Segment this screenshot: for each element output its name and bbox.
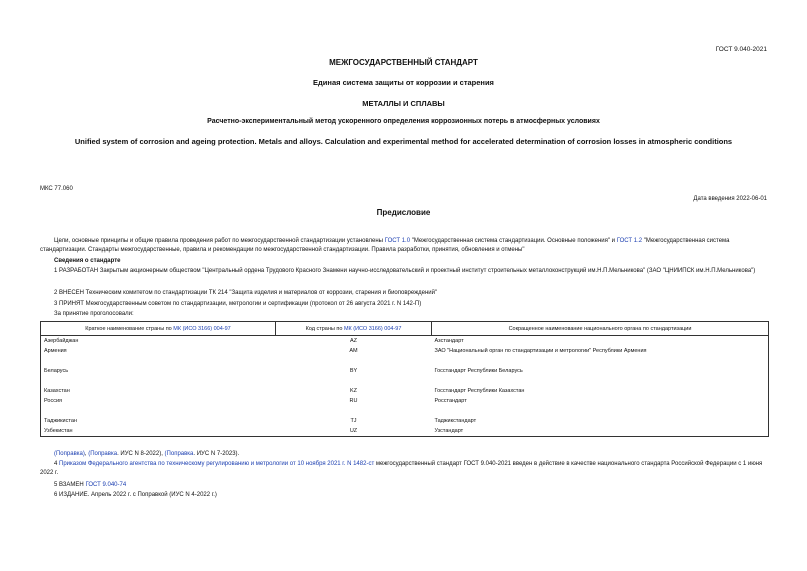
country-cell: Таджикистан <box>41 416 276 426</box>
link-amendment[interactable]: (Поправка <box>88 451 118 457</box>
country-cell: Беларусь <box>41 366 276 376</box>
body-cell: Узстандарт <box>432 426 769 437</box>
country-cell <box>41 376 276 386</box>
table-row <box>41 416 769 426</box>
country-cell: Азербайджан <box>41 336 276 347</box>
title-russian: Расчетно-экспериментальный метод ускоренного определения коррозионных потерь в атмосферных условиях <box>207 118 600 125</box>
link-gost-9-040-74[interactable]: ГОСТ 9.040-74 <box>85 482 127 488</box>
code-cell: AZ <box>349 338 358 344</box>
standard-system: Единая система защиты от коррозии и старения <box>313 78 494 87</box>
link-mk-iso-3166[interactable]: МК (ИСО 3166) 004-97 <box>343 325 402 332</box>
column-header-country: Краткое наименование страны по МК (ИСО 3166) 004-97 <box>41 322 276 336</box>
preface-heading: Предисловие <box>376 208 431 217</box>
link-amendment[interactable]: (Поправка) <box>54 451 85 457</box>
standard-info-heading: Сведения о стандарте <box>54 258 121 264</box>
link-gost-1-2[interactable]: ГОСТ 1.2 <box>616 238 643 244</box>
voted-label: За принятие проголосовали: <box>54 311 134 317</box>
title-english: Unified system of corrosion and ageing protection. Metals and alloys. Calculation and experimental method for accelerated determination of corrosion losses in atmospheric conditions <box>74 137 733 146</box>
item-adopted: 3 ПРИНЯТ Межгосударственным советом по стандартизации, метрологии и сертификации (протокол от 26 августа 2021 г. N 142-П) <box>54 301 422 307</box>
body-cell: ЗАО "Национальный орган по стандартизации и метрологии" Республики Армения <box>432 346 769 356</box>
country-cell <box>41 406 276 416</box>
standard-kind: МЕЖГОСУДАРСТВЕННЫЙ СТАНДАРТ <box>329 58 478 67</box>
intro-date: Дата введения 2022-06-01 <box>693 196 767 202</box>
preface-paragraph: Цели, основные принципы и общие правила проведения работ по межгосударственной стандартизации установлены ГОСТ 1.0 "Межгосударственная система стандартизации. Основные положения" и ГОСТ 1.2 "Межгосударственная система стандартизации. Стандарты межгосударственные, правила и рекомендации по межгосударственной стандартизации. Правила разработки, принятия, обновления и отмены" <box>40 238 730 253</box>
standard-subject: МЕТАЛЛЫ И СПЛАВЫ <box>362 99 445 108</box>
code-cell: BY <box>349 368 358 374</box>
table-row <box>41 426 769 437</box>
body-cell: Азстандарт <box>432 336 769 347</box>
body-cell: Таджикстандарт <box>432 416 769 426</box>
code-cell <box>276 356 432 366</box>
mks-code: МКС 77.060 <box>40 186 73 192</box>
table-row <box>41 386 769 396</box>
link-rosstandart-order[interactable]: Приказом Федерального агентства по техническому регулированию и метрологии от 10 ноября 2021 г. N 1482-ст <box>59 461 375 467</box>
link-amendment[interactable]: (Поправка <box>164 451 194 457</box>
link-gost-1-0[interactable]: ГОСТ 1.0 <box>384 238 411 244</box>
country-cell: Казахстан <box>41 386 276 396</box>
table-row <box>41 376 769 386</box>
code-cell: KZ <box>349 388 358 394</box>
code-cell: RU <box>349 398 358 404</box>
voting-countries-table <box>40 321 769 437</box>
code-cell: TJ <box>350 418 357 424</box>
country-cell <box>41 356 276 366</box>
table-row <box>41 336 769 347</box>
country-cell: Узбекистан <box>41 426 276 437</box>
body-cell: Госстандарт Республики Беларусь <box>432 366 769 376</box>
table-row <box>41 396 769 406</box>
table-row <box>41 356 769 366</box>
body-cell: Госстандарт Республики Казахстан <box>432 386 769 396</box>
link-mk-iso-3166[interactable]: МК (ИСО 3166) 004-97 <box>173 325 231 332</box>
column-header-code: Код страны по МК (ИСО 3166) 004-97 <box>276 322 432 336</box>
item-edition: 6 ИЗДАНИЕ. Апрель 2022 г. с Поправкой (ИУС N 4-2022 г.) <box>54 492 217 498</box>
table-header-row <box>41 322 769 336</box>
item-replaces: 5 ВЗАМЕН ГОСТ 9.040-74 <box>54 482 127 488</box>
table-row <box>41 366 769 376</box>
body-cell <box>432 356 769 366</box>
code-cell <box>276 376 432 386</box>
item-enacted: 4 Приказом Федерального агентства по техническому регулированию и метрологии от 10 ноября 2021 г. N 1482-ст межгосударственный стандарт ГОСТ 9.040-2021 введен в действие в качестве национального стандарта Российской Федерации с 1 июня 2022 г. <box>40 461 763 476</box>
country-cell: Россия <box>41 396 276 406</box>
column-header-body: Сокращенное наименование национального органа по стандартизации <box>432 322 769 336</box>
item-introduced: 2 ВНЕСЕН Техническим комитетом по стандартизации ТК 214 "Защита изделия и материалов от коррозии, старения и биоповреждений" <box>54 290 438 296</box>
table-row <box>41 346 769 356</box>
code-cell <box>276 406 432 416</box>
country-cell: Армения <box>41 346 276 356</box>
code-cell: AM <box>349 348 358 354</box>
body-cell <box>432 406 769 416</box>
code-cell: UZ <box>276 426 432 437</box>
body-cell <box>432 376 769 386</box>
item-developed: 1 РАЗРАБОТАН Закрытым акционерным обществом "Центральный ордена Трудового Красного Знамени научно-исследовательский и проектный институт строительных металлоконструкций им.Н.П.Мельникова" (ЗАО "ЦНИИПСК им.Н.П.Мельникова") <box>54 268 756 274</box>
amendments-line: (Поправка), (Поправка. ИУС N 8-2022), (Поправка. ИУС N 7-2023). <box>54 451 240 457</box>
body-cell: Росстандарт <box>432 396 769 406</box>
table-row <box>41 406 769 416</box>
document-code: ГОСТ 9.040-2021 <box>715 46 767 53</box>
